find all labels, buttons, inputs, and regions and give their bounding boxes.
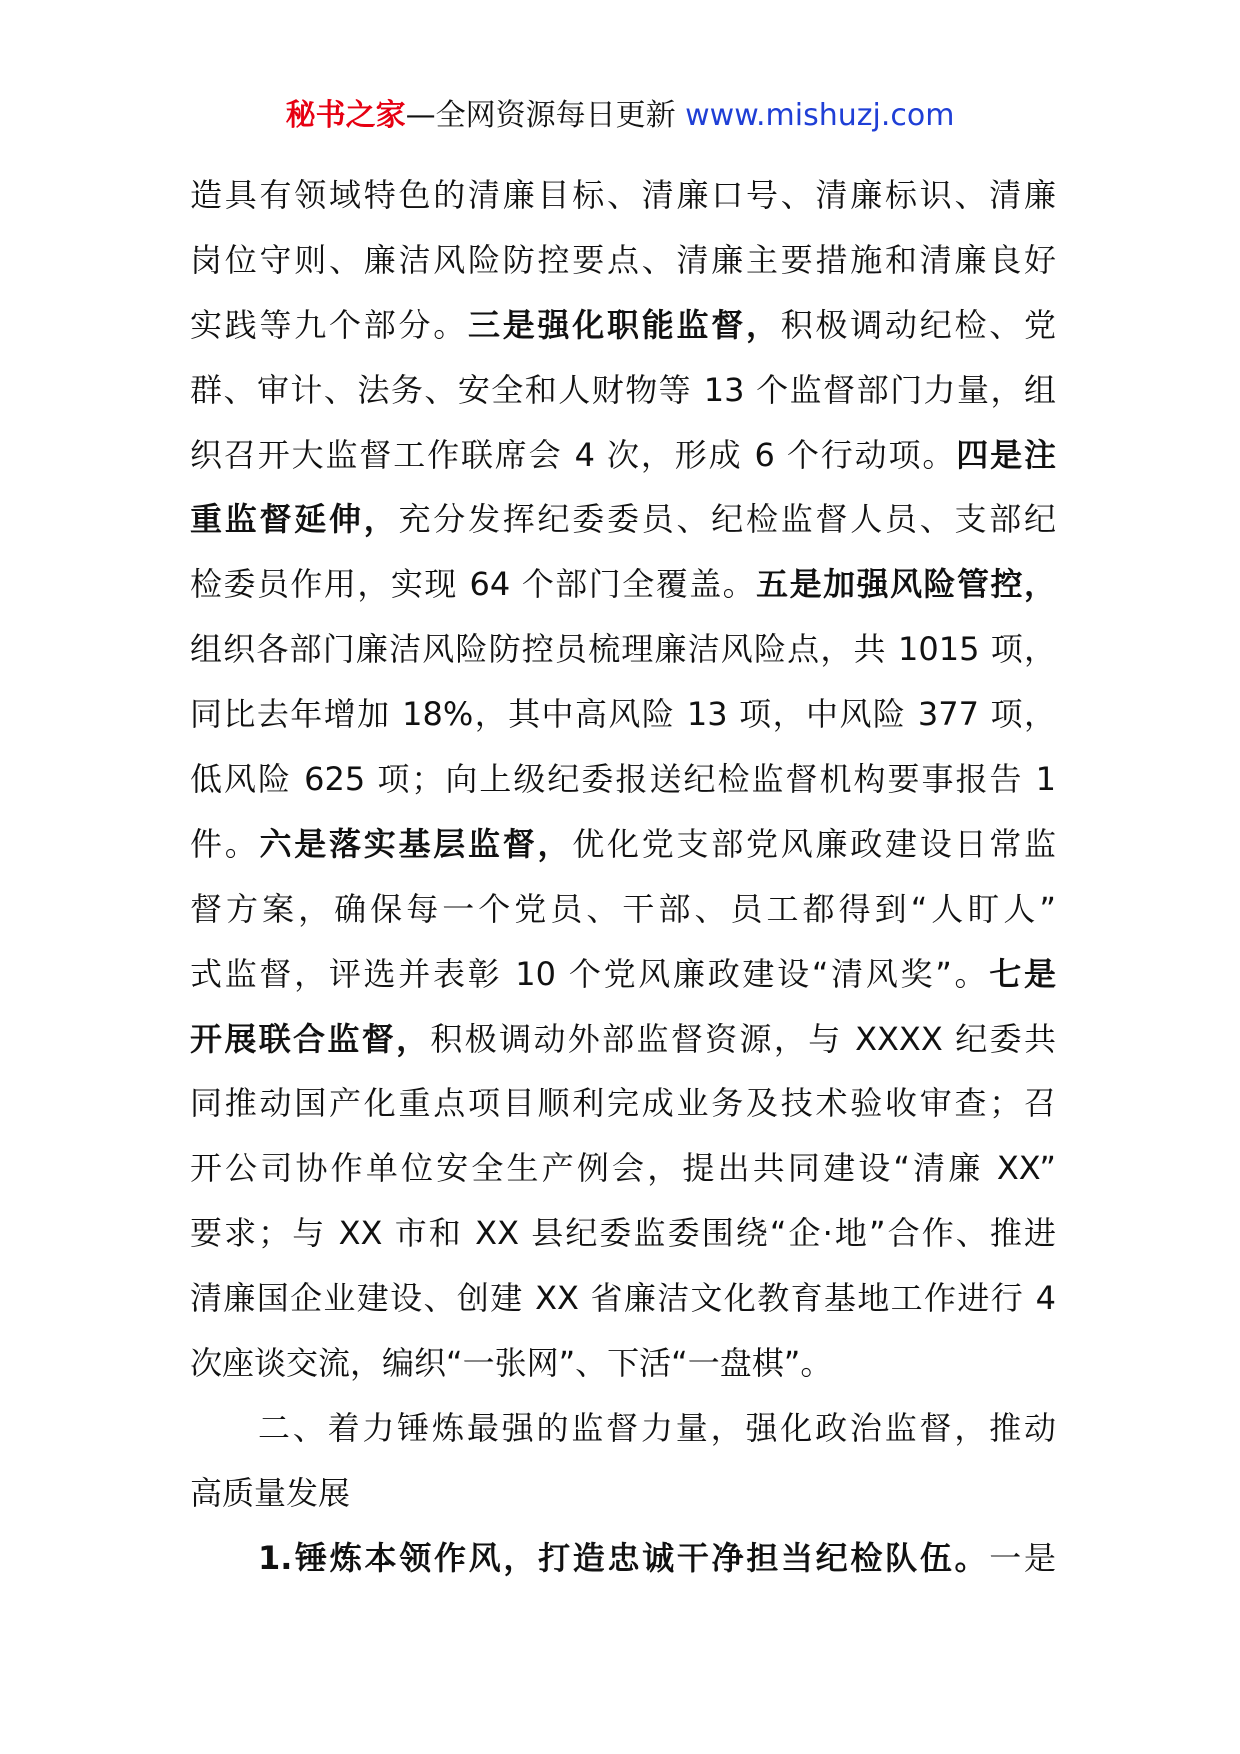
bold-phrase: 七是	[989, 954, 1056, 993]
text-line: 开展联合监督，积极调动外部监督资源，与 XXXX 纪委共	[190, 1019, 1056, 1058]
site-brand: 秘书之家	[285, 98, 406, 133]
bold-phrase: 四是注	[956, 435, 1056, 474]
bold-phrase: 五是加强风险管控，	[756, 565, 1056, 604]
text-line: 造具有领域特色的清廉目标、清廉口号、清廉标识、清廉	[190, 176, 1056, 214]
text-line: 次座谈交流，编织“一张网”、下活“一盘棋”。	[190, 1344, 833, 1383]
subheading-bold: 1.锤炼本领作风，打造忠诚干净担当纪检队伍。	[258, 1538, 990, 1577]
text-line: 同推动国产化重点项目顺利完成业务及技术验收审查；召	[190, 1084, 1056, 1123]
bold-phrase: 六是落实基层监督，	[259, 824, 573, 863]
text-line: 要求；与 XX 市和 XX 县纪委监委围绕“企·地”合作、推进	[190, 1214, 1056, 1253]
text-line: 组织各部门廉洁风险防控员梳理廉洁风险点，共 1015 项，	[190, 630, 1056, 669]
text-line: 检委员作用，实现 64 个部门全覆盖。五是加强风险管控，	[190, 565, 1056, 604]
bold-phrase: 开展联合监督，	[190, 1019, 431, 1058]
section-heading-continued: 高质量发展	[190, 1473, 351, 1512]
text-line: 同比去年增加 18%，其中高风险 13 项，中风险 377 项，	[190, 695, 1056, 734]
section-heading: 二、着力锤炼最强的监督力量，强化政治监督，推动	[258, 1408, 1056, 1447]
text-line: 件。六是落实基层监督，优化党支部党风廉政建设日常监	[190, 824, 1056, 863]
text-line: 开公司协作单位安全生产例会，提出共同建设“清廉 XX”	[190, 1149, 1056, 1188]
subheading-line	[190, 1526, 1056, 1591]
bold-phrase: 三是强化职能监督，	[468, 305, 781, 344]
text-line: 实践等九个部分。三是强化职能监督，积极调动纪检、党	[190, 305, 1056, 344]
text-line: 织召开大监督工作联席会 4 次，形成 6 个行动项。四是注	[190, 435, 1056, 474]
site-url-link[interactable]: www.mishuzj.com	[685, 98, 955, 133]
subheading-tail: 一是	[989, 1538, 1056, 1577]
text-line: 低风险 625 项；向上级纪委报送纪检监督机构要事报告 1	[190, 760, 1056, 799]
text-line: 督方案，确保每一个党员、干部、员工都得到“人盯人”	[190, 889, 1056, 928]
text-line: 式监督，评选并表彰 10 个党风廉政建设“清风奖”。七是	[190, 954, 1056, 993]
text-line: 清廉国企业建设、创建 XX 省廉洁文化教育基地工作进行 4	[190, 1279, 1056, 1318]
text-line: 群、审计、法务、安全和人财物等 13 个监督部门力量，组	[190, 370, 1056, 409]
site-header	[0, 98, 1240, 134]
document-body	[190, 163, 1056, 1591]
text-line: 岗位守则、廉洁风险防控要点、清廉主要措施和清廉良好	[190, 240, 1056, 279]
text-line: 重监督延伸，充分发挥纪委委员、纪检监督人员、支部纪	[190, 500, 1056, 539]
site-tagline: —全网资源每日更新	[405, 98, 686, 133]
bold-phrase: 重监督延伸，	[190, 500, 399, 539]
